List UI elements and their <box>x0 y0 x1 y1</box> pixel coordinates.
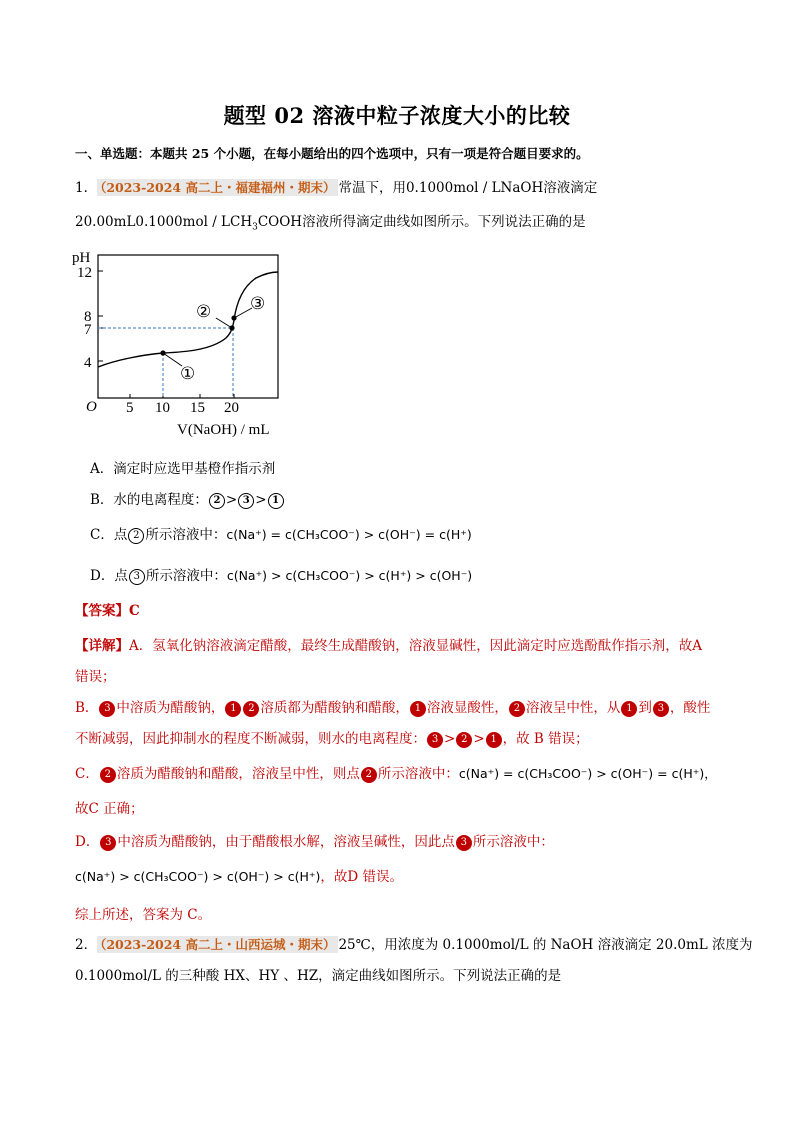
circled-number: 2 <box>128 528 144 544</box>
x-tick-15: 15 <box>190 400 205 416</box>
y-tick-7: 7 <box>84 322 92 338</box>
question-number: 2． <box>75 937 98 953</box>
option-c: C．点 2 所示溶液中：c(Na⁺) = c(CH₃COO⁻) > c(OH⁻) = c(H⁺) <box>90 527 472 543</box>
detail-label: 【详解】 <box>75 638 129 654</box>
titration-curve-figure <box>66 248 296 440</box>
point-3-label: ③ <box>250 294 266 313</box>
ion-expression: c(Na⁺) > c(CH₃COO⁻) > c(OH⁻) > c(H⁺) <box>75 869 321 884</box>
explain-line-b2: 不断减弱，因此抑制水的程度不断减弱，则水的电离程度： 3 > 2 > 1 ，故 B 错误； <box>75 731 589 747</box>
ion-expression: c(Na⁺) = c(CH₃COO⁻) > c(OH⁻) = c(H⁺) <box>226 527 472 542</box>
page-title: 题型 02 溶液中粒子浓度大小的比较 <box>223 103 571 128</box>
question-1-stem-line-1 <box>75 176 597 196</box>
question-stem: 25℃，用浓度为 0.1000mol/L 的 NaOH 溶液滴定 20.0mL 浓度为 <box>338 937 753 953</box>
circled-number: 3 <box>129 569 145 585</box>
circled-number: 1 <box>268 493 284 509</box>
explain-line-c1: C． 2 溶质为醋酸钠和醋酸，溶液呈中性，则点 2 所示溶液中：c(Na⁺) = c(CH₃COO⁻) > c(OH⁻) = c(H⁺)， <box>75 766 717 782</box>
question-2-stem-line-1 <box>75 933 753 953</box>
ion-expression: c(Na⁺) > c(CH₃COO⁻) > c(H⁺) > c(OH⁻) <box>226 568 473 583</box>
x-tick-5: 5 <box>126 400 134 416</box>
origin-label: O <box>86 399 97 415</box>
explain-line-a1: 【详解】A．氢氧化钠溶液滴定醋酸，最终生成醋酸钠，溶液显碱性，因此滴定时应选酚酞作指示剂，故A <box>75 638 702 654</box>
source-tag: （2023-2024 高二上・山西运城・期末） <box>97 936 338 953</box>
y-tick-4: 4 <box>84 355 92 371</box>
point-1-label: ① <box>180 364 196 383</box>
explain-line-c2: 故C 正确； <box>75 801 144 817</box>
answer-label: 【答案】C <box>75 603 140 619</box>
circled-number: 3 <box>238 493 254 509</box>
option-d: D．点 3 所示溶液中：c(Na⁺) > c(CH₃COO⁻) > c(H⁺) > c(OH⁻) <box>90 568 473 584</box>
x-tick-10: 10 <box>155 400 170 416</box>
question-number: 1． <box>75 180 98 196</box>
section-header: 一、单选题：本题共 25 个小题，在每小题给出的四个选项中，只有一项是符合题目要求的。 <box>75 146 589 161</box>
source-tag: （2023-2024 高二上・福建福州・期末） <box>97 179 338 196</box>
titration-curve <box>98 272 278 367</box>
y-axis-title: pH <box>72 250 91 266</box>
option-a: A．滴定时应选甲基橙作指示剂 <box>90 461 276 477</box>
x-tick-20: 20 <box>224 400 239 416</box>
question-stem: 常温下，用0.1000mol / LNaOH溶液滴定 <box>338 180 598 196</box>
circled-number: 2 <box>209 493 225 509</box>
x-axis-title: V(NaOH) / mL <box>177 422 270 438</box>
point-2-label: ② <box>196 302 212 321</box>
explain-line-d2: c(Na⁺) > c(CH₃COO⁻) > c(OH⁻) > c(H⁺)，故D 错误。 <box>75 869 403 885</box>
question-2-stem-line-2: 0.1000mol/L 的三种酸 HX、HY 、HZ，滴定曲线如图所示。下列说法正确的是 <box>75 968 562 984</box>
explain-line-b1: B． 3 中溶质为醋酸钠， 1 2 溶质都为醋酸钠和醋酸， 1 溶液显酸性， 2 溶液呈中性，从 1 到 3 ，酸性 <box>75 700 711 716</box>
y-tick-8: 8 <box>84 309 92 325</box>
ion-expression: c(Na⁺) = c(CH₃COO⁻) > c(OH⁻) = c(H⁺)， <box>458 766 717 781</box>
explain-line-d1: D． 3 中溶质为醋酸钠，由于醋酸根水解，溶液呈碱性，因此点 3 所示溶液中： <box>75 834 554 850</box>
option-b: B．水的电离程度： 2 > 3 > 1 <box>90 488 285 509</box>
explain-line-a2: 错误； <box>75 669 116 685</box>
y-tick-12: 12 <box>77 265 92 281</box>
explain-summary: 综上所述，答案为 C。 <box>75 907 212 923</box>
question-1-stem-line-2: $20.00mL0.1000mol / LCH_3COOH$溶液所得滴定曲线如图所示。下列说法正确的是 <box>75 214 586 233</box>
